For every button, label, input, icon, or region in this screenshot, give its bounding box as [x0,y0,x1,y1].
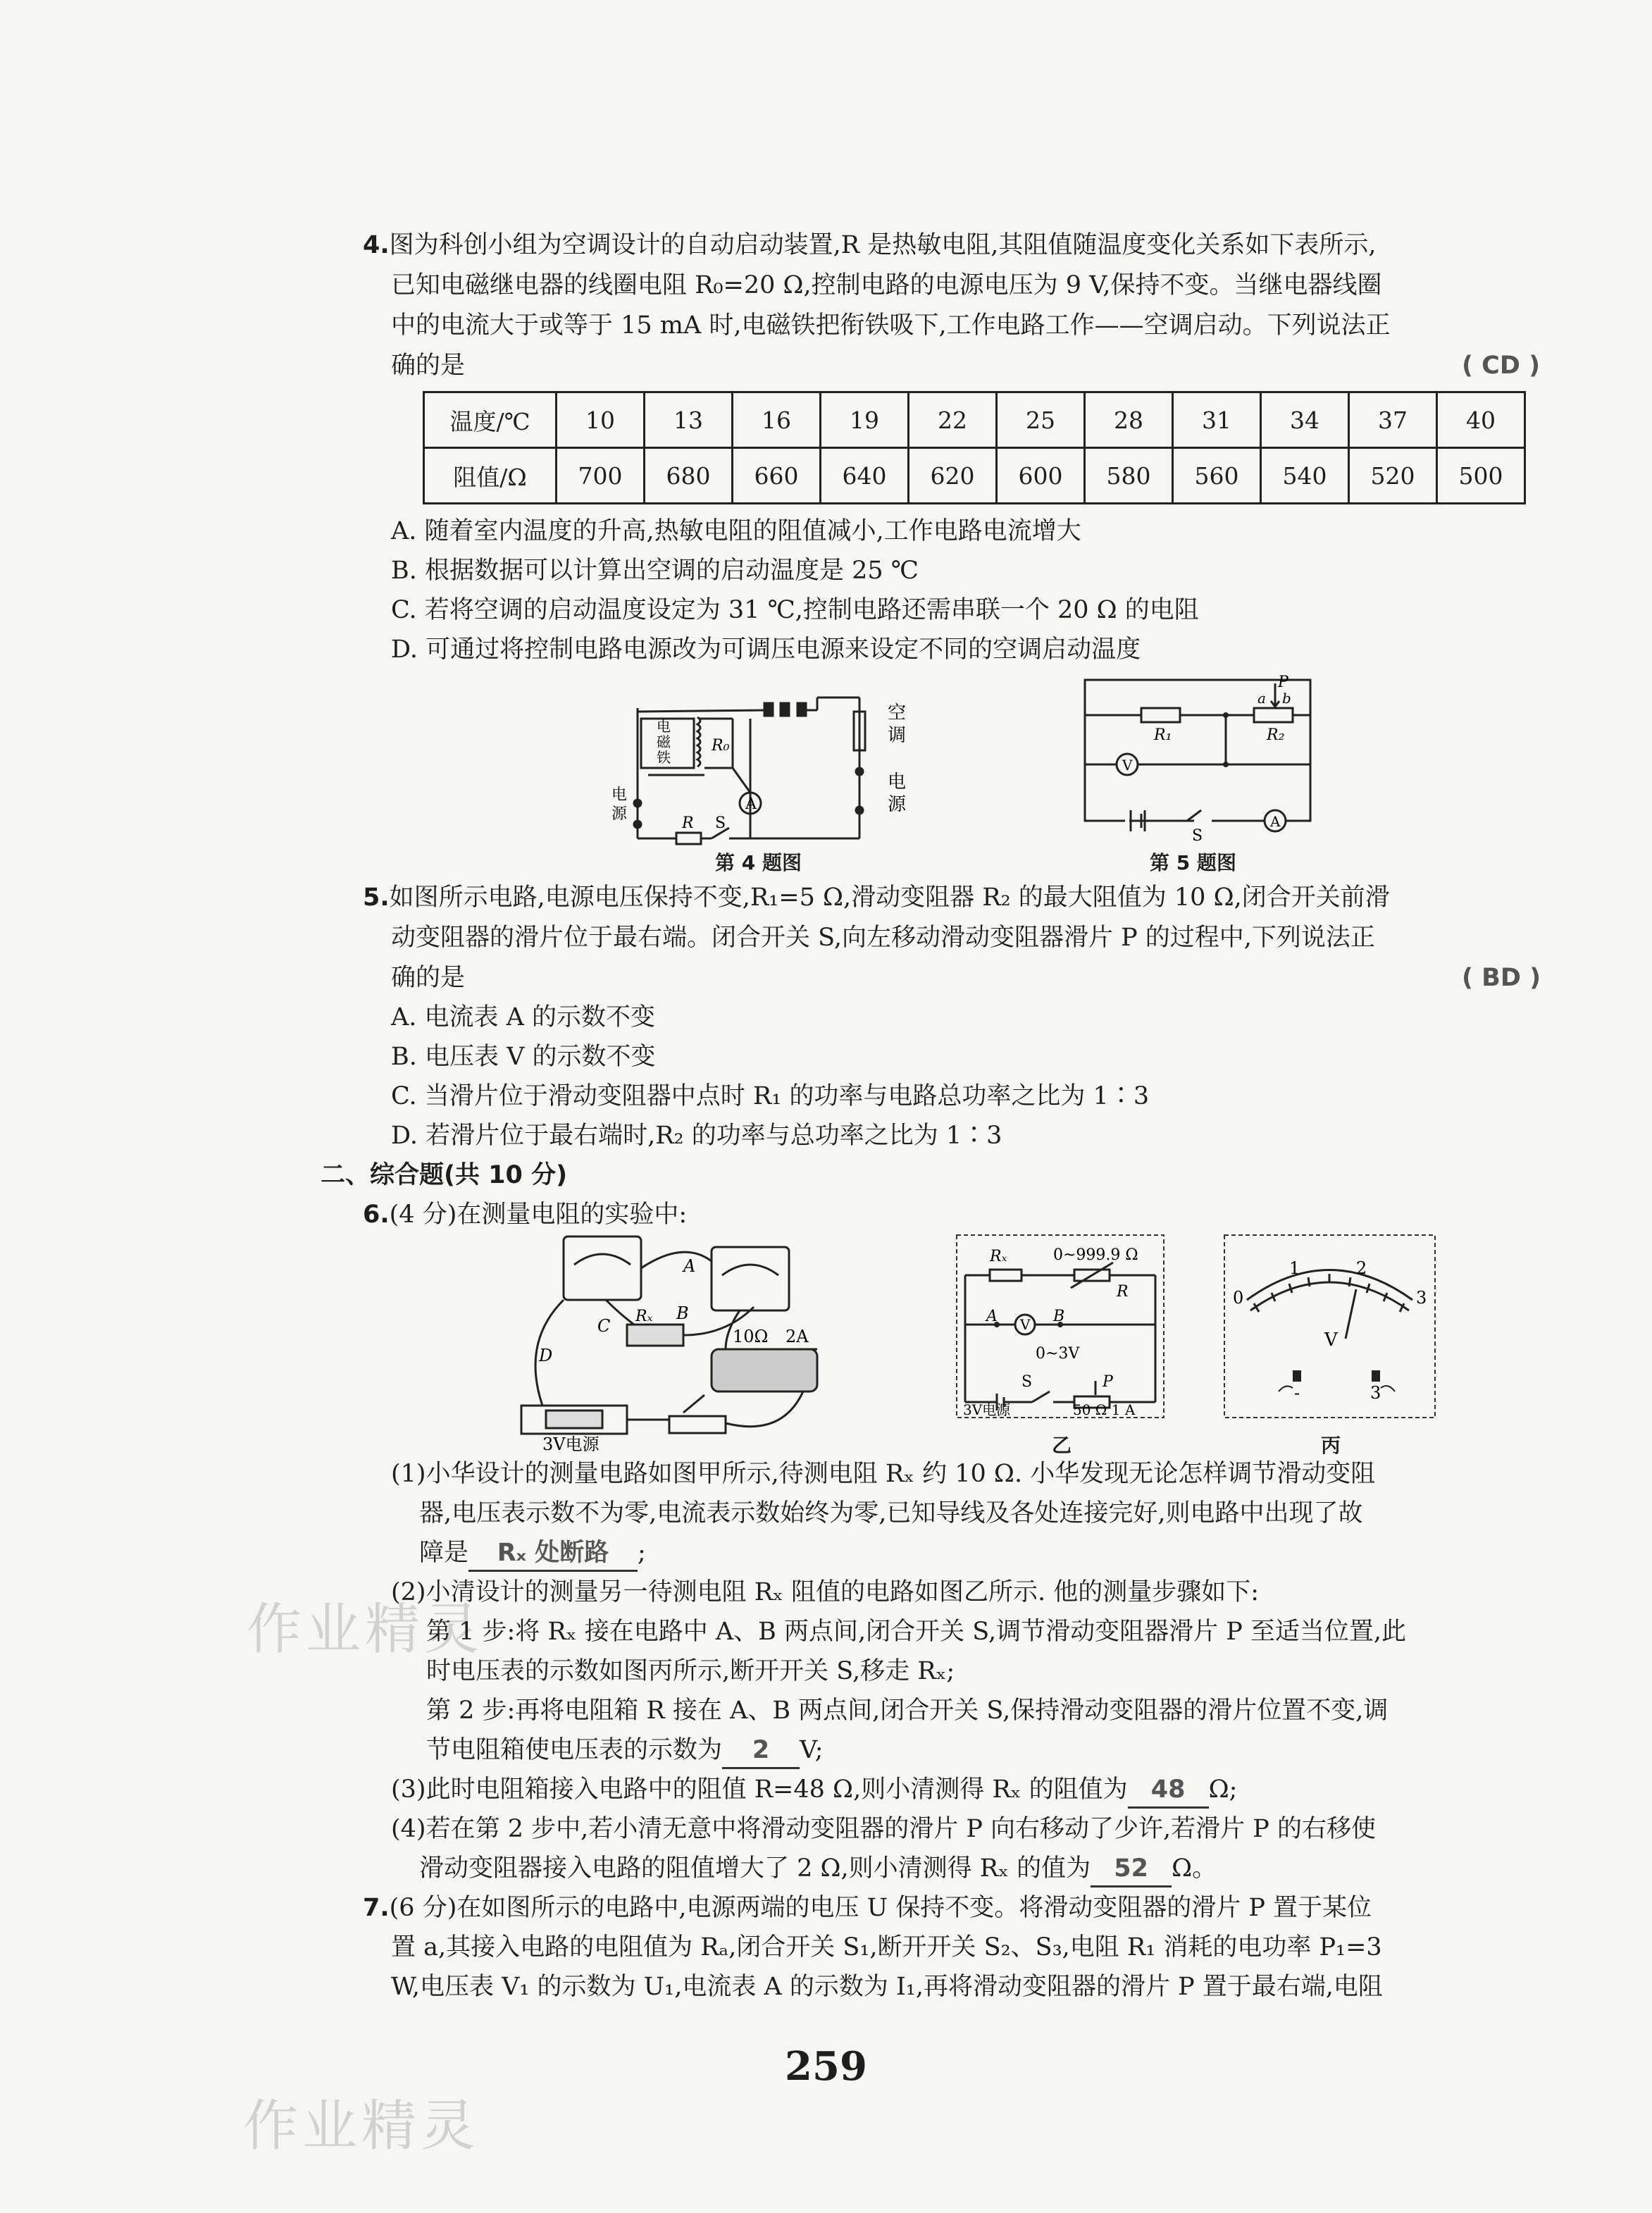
fig-label: D [539,1346,553,1365]
fig-label: A [683,1256,696,1276]
fig-label: S [715,814,726,832]
fig-label: 3 [1370,1383,1381,1403]
fig-label: A [1270,813,1281,830]
table-cell: 13 [645,392,733,448]
table-header-cell: 温度/℃ [424,392,557,448]
fig-label: 3V电源 [542,1434,600,1451]
table-cell: 22 [909,392,997,448]
fig-label: 铁 [657,749,671,766]
q6-part4-line-1: (4)若在第 2 步中,若小清无意中将滑动变阻器的滑片 P 向右移动了少许,若滑片 P 的右移使 [391,1815,1376,1843]
table-cell: 680 [645,448,733,504]
fig-label: 0~999.9 Ω [1053,1246,1138,1264]
fig-label: R₂ [1267,726,1285,744]
q5-figure-caption: 第 5 题图 [1150,851,1236,874]
fig-label: 电 [657,718,671,735]
q4-answer: ( CD ) [1462,352,1541,380]
q6-fig-bing-caption: 丙 [1321,1434,1341,1457]
q4-figure-caption: 第 4 题图 [715,851,802,874]
table-cell: 560 [1173,448,1261,504]
q6-voltmeter-bing [1222,1233,1437,1420]
q4-line-4: 确的是 [391,352,466,380]
fig-label: A [986,1308,998,1325]
q5-option-a: A. 电流表 A 的示数不变 [391,1003,656,1031]
fig-label: 电 [888,771,907,793]
fig-label: V [1122,757,1133,774]
q4-number: 4. [363,231,390,259]
q7-number: 7. [363,1894,390,1922]
fig-label: 电 [611,786,628,804]
answer-blank: Rₓ 处断路 [468,1536,638,1572]
answer-blank: 52 [1091,1852,1172,1887]
fig-label: 1 [1289,1258,1300,1278]
q4-option-c: C. 若将空调的启动温度设定为 31 ℃,控制电路还需串联一个 20 Ω 的电阻 [391,596,1199,624]
q4-line-3: 中的电流大于或等于 15 mA 时,电磁铁把衔铁吸下,工作电路工作——空调启动。下列说法正 [391,311,1391,340]
fig-label: 调 [888,725,907,746]
q7-line-3: W,电压表 V₁ 的示数为 U₁,电流表 A 的示数为 I₁,再将滑动变阻器的滑片 P 置于最右端,电阻 [391,1973,1383,2001]
fig-label: R [1117,1283,1129,1301]
fig-label: R₁ [1154,726,1172,744]
table-cell: 660 [733,448,821,504]
q6-part4-line-2: 滑动变阻器接入电路的阻值增大了 2 Ω,则小清测得 Rₓ 的值为 52 Ω。 [419,1852,1217,1887]
answer-blank: 48 [1128,1773,1209,1809]
table-cell: 500 [1437,448,1525,504]
table-cell: 37 [1349,392,1437,448]
fig-label: A [745,795,757,813]
fig-label: R₀ [712,737,730,755]
watermark: 作业精灵 [243,2095,480,2158]
q4-line-2: 已知电磁继电器的线圈电阻 R₀=20 Ω,控制电路的电源电压为 9 V,保持不变。当继电器线圈 [391,271,1382,299]
section-heading: 二、综合题(共 10 分) [321,1161,568,1189]
fig-label: 磁 [657,733,671,750]
fig-label: B [1053,1308,1065,1325]
table-cell: 580 [1085,448,1173,504]
table-cell: 16 [733,392,821,448]
table-cell: 19 [821,392,909,448]
q6-part1-line-3: 障是 Rₓ 处断路 ; [419,1536,646,1572]
fig-label: 3V电源 [963,1401,1011,1418]
q4-option-b: B. 根据数据可以计算出空调的启动温度是 25 ℃ [391,557,919,585]
table-cell: 28 [1085,392,1173,448]
q6-part3: (3)此时电阻箱接入电路中的阻值 R=48 Ω,则小清测得 Rₓ 的阻值为 48 Ω; [391,1773,1237,1809]
fig-label: a [1257,690,1266,707]
fig-label: R [682,814,694,832]
fig-label: Rₓ [990,1248,1007,1265]
table-cell: 34 [1261,392,1349,448]
fig-label: V [1324,1329,1338,1351]
table-cell: 700 [557,448,645,504]
q6-part1-line-2: 器,电压表示数不为零,电流表示数始终为零,已知导线及各处连接完好,则电路中出现了故 [419,1499,1363,1527]
fig-label: b [1282,690,1291,707]
q5-option-d: D. 若滑片位于最右端时,R₂ 的功率与总功率之比为 1∶3 [391,1122,1002,1150]
q4-line-1: 4.图为科创小组为空调设计的自动启动装置,R 是热敏电阻,其阻值随温度变化关系如下表所示, [363,231,1377,259]
q6-step1-line-2: 时电压表的示数如图丙所示,断开开关 S,移走 Rₓ; [426,1657,955,1685]
fig-label: V [1020,1316,1031,1333]
fig-label: 3 [1416,1288,1427,1308]
fig-label: 0~3V [1036,1345,1080,1363]
q6-fig-yi-caption: 乙 [1052,1434,1072,1457]
q4-option-d: D. 可通过将控制电路电源改为可调压电源来设定不同的空调启动温度 [391,636,1141,664]
fig-label: 源 [611,805,628,823]
q5-answer: ( BD ) [1462,964,1541,992]
table-cell: 520 [1349,448,1437,504]
q4-temperature-table [423,391,1526,504]
q5-option-b: B. 电压表 V 的示数不变 [391,1043,656,1071]
table-header-cell: 阻值/Ω [424,448,557,504]
fig-label: Rₓ [635,1308,653,1325]
fig-label: 2A [785,1327,809,1346]
q6-apparatus-diagram [507,1226,859,1451]
q5-circuit-diagram [1071,673,1324,842]
table-cell: 600 [997,448,1085,504]
q6-part1-line-1: (1)小华设计的测量电路如图甲所示,待测电阻 Rₓ 约 10 Ω. 小华发现无论怎样调节滑动变阻 [391,1460,1376,1488]
q6-step2-line-1: 第 2 步:再将电阻箱 R 接在 A、B 两点间,闭合开关 S,保持滑动变阻器的滑片位置不变,调 [426,1697,1389,1725]
q6-intro: 6.(4 分)在测量电阻的实验中: [363,1201,688,1229]
fig-label: 源 [888,794,907,815]
q6-step1-line-1: 第 1 步:将 Rₓ 接在电路中 A、B 两点间,闭合开关 S,调节滑动变阻器滑片 P 至适当位置,此 [426,1618,1407,1646]
fig-label: 空 [888,702,907,724]
fig-label: S [1021,1373,1033,1391]
fig-label: C [597,1316,611,1336]
table-cell: 540 [1261,448,1349,504]
q6-step2-line-2: 节电阻箱使电压表的示数为 2 V; [426,1733,824,1769]
q4-option-a: A. 随着室内温度的升高,热敏电阻的阻值减小,工作电路电流增大 [391,517,1081,545]
table-cell: 31 [1173,392,1261,448]
answer-blank: 2 [722,1733,800,1769]
q6-number: 6. [363,1201,390,1229]
table-row [424,448,1525,504]
fig-label: P [1278,674,1288,691]
fig-label: 2 [1356,1258,1367,1278]
fig-label: 0 [1233,1288,1244,1308]
fig-label: S [1192,827,1203,842]
table-cell: 25 [997,392,1085,448]
q5-line-1: 5.如图所示电路,电源电压保持不变,R₁=5 Ω,滑动变阻器 R₂ 的最大阻值为 10 Ω,闭合开关前滑 [363,884,1390,912]
q5-number: 5. [363,884,390,912]
q6-part2-line-1: (2)小清设计的测量另一待测电阻 Rₓ 阻值的电路如图乙所示. 他的测量步骤如下: [391,1578,1260,1606]
fig-label: 50 Ω 1 A [1073,1401,1136,1418]
table-row [424,392,1525,448]
q6-circuit-yi [955,1233,1166,1420]
table-cell: 640 [821,448,909,504]
fig-label: P [1103,1373,1113,1391]
table-cell: 40 [1437,392,1525,448]
table-cell: 620 [909,448,997,504]
q5-line-3: 确的是 [391,964,466,992]
fig-label: 10Ω [733,1327,769,1346]
q5-option-c: C. 当滑片位于滑动变阻器中点时 R₁ 的功率与电路总功率之比为 1∶3 [391,1082,1150,1110]
q5-line-2: 动变阻器的滑片位于最右端。闭合开关 S,向左移动滑动变阻器滑片 P 的过程中,下列说法正 [391,924,1375,952]
q7-line-2: 置 a,其接入电路的电阻值为 Rₐ,闭合开关 S₁,断开开关 S₂、S₃,电阻 R₁ 消耗的电功率 P₁=3 [391,1933,1382,1961]
q7-line-1: 7.(6 分)在如图所示的电路中,电源两端的电压 U 保持不变。将滑动变阻器的滑片 P 置于某位 [363,1894,1372,1922]
table-cell: 10 [557,392,645,448]
page-number: 259 [785,2043,867,2090]
q4-relay-diagram [606,676,930,860]
watermark: 作业精灵 [247,1598,484,1661]
fig-label: B [676,1303,689,1323]
fig-label: - [1294,1383,1300,1403]
